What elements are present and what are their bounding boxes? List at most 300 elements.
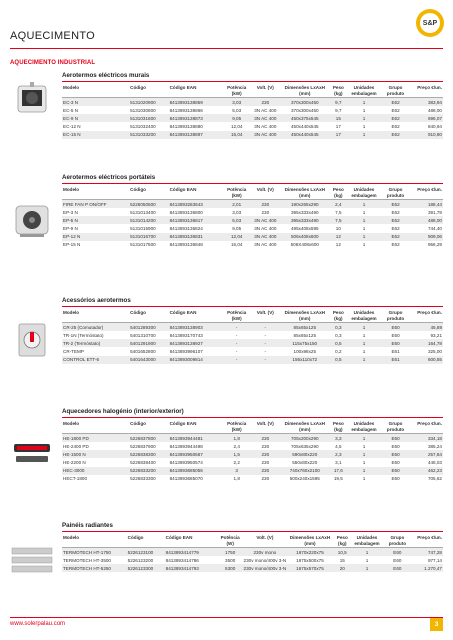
column-header: Modelo (63, 85, 80, 90)
table-cell: 3N AC 400 (254, 107, 277, 113)
table-cell: 8413893009814 (169, 357, 203, 363)
table-cell: 8413893685056 (169, 468, 203, 474)
table-header-row (62, 534, 443, 548)
table-row (62, 241, 443, 249)
table-cell: 334,18 (427, 435, 442, 441)
table-cell: 1 (362, 132, 366, 138)
column-header: Código EAN (169, 421, 197, 426)
table-cell: 0,3 (335, 324, 342, 330)
table-cell: 230 (261, 201, 270, 207)
table-cell: E62 (391, 132, 400, 138)
table-cell: 9,05 (232, 225, 242, 231)
table-cell: E60 (391, 451, 400, 457)
table-cell: 8413893414779 (165, 549, 199, 555)
column-header: Unidades embalagem (351, 421, 377, 432)
table-cell: 5226123100 (127, 549, 154, 555)
portable-heater-image-icon (10, 198, 54, 242)
product-divider (62, 306, 443, 307)
table-row (62, 98, 443, 107)
table-cell: 156x110x72 (292, 357, 318, 363)
table-cell: 1.270,47 (424, 565, 442, 571)
table-cell: 1 (362, 107, 366, 113)
table-cell: E61 (391, 357, 400, 363)
table-row (62, 216, 443, 224)
table-cell: E60 (391, 468, 400, 474)
table-cell: - (264, 357, 267, 363)
table-row (62, 131, 443, 139)
product-divider (62, 81, 443, 82)
table-cell: 5401310700 (130, 332, 156, 338)
table-cell: 8413893283643 (169, 201, 203, 207)
table-cell: 550x80x220 (292, 459, 318, 465)
table-cell: 488,00 (427, 107, 442, 113)
table-cell: 8413893136817 (169, 217, 203, 223)
table-cell: 740x760x2100 (289, 468, 320, 474)
table-row (62, 564, 443, 572)
table-cell: 370x300x450 (290, 107, 319, 113)
table-cell: 8413893950567 (169, 451, 203, 457)
table-cell: 395x333x490 (290, 209, 319, 215)
table-cell: E62 (391, 217, 400, 223)
table-cell: TR-1N (Termóstato) (63, 332, 104, 338)
table-cell: 5131032400 (130, 123, 156, 129)
table-cell: 4,5 (335, 443, 342, 449)
table-cell: EC-5 N (63, 107, 79, 113)
table-cell: 747,28 (427, 549, 442, 555)
table-cell: 17,6 (333, 468, 343, 474)
table-cell: E60 (393, 549, 402, 555)
table-row (62, 200, 443, 209)
table-cell: TERMOTECH HT-5250 (63, 565, 111, 571)
table-cell: 1 (362, 209, 366, 215)
table-cell: 15,04 (230, 132, 243, 138)
table-cell: 17 (335, 132, 341, 138)
table-cell: 5226838400 (130, 459, 156, 465)
page-title: AQUECIMENTO (10, 30, 95, 42)
table-cell: 495x408x595 (290, 225, 319, 231)
table-cell: 1 (362, 348, 366, 354)
table-cell: 9,05 (232, 115, 242, 121)
table-cell: TERMOTECH HT-3500 (63, 557, 111, 563)
table-cell: 8413893136824 (169, 225, 203, 231)
column-header: Potência (W) (220, 535, 240, 546)
product-title: Aquecedores halogénio (interior/exterior) (62, 408, 184, 415)
column-header: Modelo (63, 310, 80, 315)
table-header-row (62, 420, 443, 434)
table-cell: E62 (391, 107, 400, 113)
table-cell: 600,55 (427, 357, 442, 363)
table-cell: E62 (391, 225, 400, 231)
table-header-row (62, 309, 443, 323)
table-cell: 8413893136831 (169, 234, 203, 240)
table-row (62, 475, 443, 483)
table-cell: 12 (335, 234, 341, 240)
column-header: Código EAN (169, 187, 197, 192)
column-header: Grupo produto (386, 187, 405, 198)
table-cell: 1 (362, 242, 366, 248)
table-cell: E61 (391, 348, 400, 354)
table-cell: 0,5 (335, 340, 342, 346)
page-number: 3 (430, 618, 443, 631)
table-cell: 7,5 (335, 209, 342, 215)
table-cell: 1 (362, 225, 366, 231)
table-cell: 1 (365, 565, 369, 571)
column-header: Código EAN (165, 535, 193, 540)
footer-website-link[interactable]: www.solerpalau.com (10, 621, 66, 627)
table-cell: 1 (362, 201, 366, 207)
column-header: Grupo produto (386, 421, 405, 432)
table-cell: HE-1800 PD (63, 435, 89, 441)
table-cell: 5401652800 (130, 348, 156, 354)
table-cell: 15,04 (230, 242, 243, 248)
table-cell: 977,14 (427, 557, 442, 563)
table-cell: E62 (391, 201, 400, 207)
table-cell: 2,01 (232, 201, 242, 207)
table-cell: 12,04 (230, 123, 243, 129)
table-cell: 20 (339, 565, 345, 571)
table-cell: 705x200x290 (290, 435, 319, 441)
table-cell: 1 (362, 451, 366, 457)
table-cell: E60 (391, 332, 400, 338)
column-header: Código (130, 310, 146, 315)
table-cell: - (235, 357, 238, 363)
table-cell: E60 (391, 340, 400, 346)
table-cell: 8413893950574 (169, 459, 203, 465)
table-cell: TR-2 (Termóstato) (63, 340, 101, 346)
section-title: AQUECIMENTO INDUSTRIAL (10, 60, 96, 66)
table-row (62, 114, 443, 122)
table-cell: 8413893138897 (169, 132, 203, 138)
column-header: Dimensões LxAxH (mm) (289, 535, 331, 546)
table-cell: 9,7 (335, 99, 342, 105)
table-header-row (62, 84, 443, 98)
table-cell: EC-15 N (63, 132, 81, 138)
table-cell: E62 (391, 234, 400, 240)
table-cell: CONTROL ETT-6 (63, 357, 100, 363)
column-header: Unidades embalagem (354, 535, 380, 546)
column-header: Modelo (63, 535, 80, 540)
table-row (62, 442, 443, 450)
table-cell: HEC-3000 (63, 468, 85, 474)
table-cell: EP-3 N (63, 209, 78, 215)
column-header: Potência (kW) (227, 421, 247, 432)
table-cell: 5131017500 (130, 242, 156, 248)
table-cell: 230 (261, 435, 270, 441)
table-cell: - (264, 324, 267, 330)
table-cell: 840,94 (427, 123, 442, 129)
table-cell: 230 (261, 468, 270, 474)
table-cell: 450x375x545 (290, 115, 319, 121)
spec-table-portable-heaters (62, 186, 443, 249)
column-header: Potência (kW) (227, 187, 247, 198)
halogen-heater-image-icon (10, 428, 54, 472)
table-cell: 5,03 (232, 217, 242, 223)
table-cell: 12,04 (230, 234, 243, 240)
table-cell: 12 (335, 242, 341, 248)
table-cell: 705x635x290 (290, 443, 319, 449)
table-cell: - (235, 332, 238, 338)
table-cell: - (235, 348, 238, 354)
product-title: Acessórios aerotermos (62, 297, 131, 304)
table-cell: 0,5 (335, 357, 342, 363)
table-cell: 1 (362, 217, 366, 223)
table-cell: 85x65x125 (293, 324, 317, 330)
table-cell: 7,5 (335, 217, 342, 223)
column-header: Unidades embalagem (351, 310, 377, 321)
table-cell: 448,03 (427, 459, 442, 465)
table-cell: 8413893414793 (165, 565, 199, 571)
table-cell: 8413893414786 (165, 557, 199, 563)
header-divider (10, 48, 443, 49)
table-row (62, 458, 443, 466)
table-cell: E60 (391, 435, 400, 441)
column-header: Dimensões LxAxH (mm) (284, 187, 325, 198)
column-header: Código (130, 187, 146, 192)
table-cell: 230 (261, 443, 270, 449)
table-cell: EP-12 N (63, 234, 81, 240)
table-cell: 1750 (225, 549, 236, 555)
table-cell: 5401289300 (130, 324, 156, 330)
table-cell: 1 (362, 340, 366, 346)
column-header: Potência (kW) (227, 310, 247, 321)
column-header: Preço €/un. (417, 85, 442, 90)
table-cell: 5131031600 (130, 115, 156, 121)
table-row (62, 339, 443, 347)
table-cell: 696,07 (427, 115, 442, 121)
table-cell: 5131013400 (130, 209, 156, 215)
control-switch-image-icon (10, 318, 54, 362)
column-header: Código (127, 535, 144, 540)
table-cell: 5226837800 (130, 435, 156, 441)
table-cell: 506x408x600 (290, 234, 319, 240)
table-cell: 3 (235, 468, 238, 474)
table-cell: 115x75x150 (292, 340, 318, 346)
table-cell: 1675x570x75 (296, 565, 324, 571)
table-cell: 5300 (225, 565, 236, 571)
table-cell: HE-2200 N (63, 459, 86, 465)
column-header: Volt. (V) (256, 85, 274, 90)
table-cell: 462,23 (427, 468, 442, 474)
table-cell: 5226837900 (130, 443, 156, 449)
table-cell: 8413893138903 (169, 324, 203, 330)
table-cell: TERMOTECH HT-1750 (63, 549, 111, 555)
product-title: Painéis radiantes (62, 522, 113, 529)
column-header: Dimensões LxAxH (mm) (284, 85, 325, 96)
table-cell: 0,3 (335, 332, 342, 338)
column-header: Volt. (V) (256, 421, 274, 426)
table-cell: E62 (391, 99, 400, 105)
table-cell: 257,84 (427, 451, 442, 457)
table-cell: 10,5 (337, 549, 347, 555)
table-cell: E60 (391, 324, 400, 330)
table-cell: E62 (391, 242, 400, 248)
column-header: Dimensões LxAxH (mm) (284, 421, 325, 432)
table-cell: 3N AC 400 (254, 217, 277, 223)
column-header: Código EAN (169, 310, 197, 315)
table-cell: 8413893136800 (169, 209, 203, 215)
table-cell: 956,29 (427, 242, 442, 248)
table-cell: 909,06 (427, 234, 442, 240)
wall-heater-image-icon (10, 76, 54, 120)
table-cell: 8413893136848 (169, 242, 203, 248)
table-cell: 370x300x450 (290, 99, 319, 105)
table-cell: 9,7 (335, 107, 342, 113)
table-cell: 395x333x490 (290, 217, 319, 223)
table-cell: 3,03 (232, 209, 242, 215)
product-divider (62, 417, 443, 418)
table-cell: 15 (335, 115, 341, 121)
table-row (62, 347, 443, 355)
table-cell: E60 (393, 565, 402, 571)
table-cell: 93,21 (430, 332, 442, 338)
table-cell: 590x80x220 (292, 451, 318, 457)
table-cell: 8413893944481 (169, 435, 203, 441)
table-cell: - (235, 340, 238, 346)
table-cell: 2,3 (335, 451, 342, 457)
table-cell: 1,5 (233, 451, 240, 457)
table-cell: 8413893996107 (169, 348, 203, 354)
table-cell: 5226833200 (130, 468, 156, 474)
column-header: Peso (kg) (332, 187, 344, 198)
table-row (62, 450, 443, 458)
column-header: Preço €/un. (417, 535, 442, 540)
column-header: Preço €/un. (417, 310, 442, 315)
table-cell: EP-15 N (63, 242, 81, 248)
table-cell: 3N AC 400 (254, 132, 277, 138)
table-cell: 230 (261, 209, 270, 215)
spec-table-halogen-heaters (62, 420, 443, 483)
table-cell: 2,2 (233, 459, 240, 465)
table-cell: - (264, 332, 267, 338)
table-row (62, 467, 443, 475)
table-cell: 506X408x600 (290, 242, 319, 248)
table-cell: 5131020900 (130, 99, 156, 105)
table-cell: 3N AC 400 (254, 242, 277, 248)
column-header: Peso (kg) (336, 535, 348, 546)
table-cell: EC-9 N (63, 115, 79, 121)
column-header: Grupo produto (388, 535, 407, 546)
column-header: Código (130, 421, 146, 426)
table-row (62, 323, 443, 332)
table-cell: 1 (362, 443, 366, 449)
table-cell: CR-25 (Comutador) (63, 324, 104, 330)
table-cell: 5226838300 (130, 451, 156, 457)
table-cell: 1670x220x75 (296, 549, 324, 555)
table-cell: E60 (391, 459, 400, 465)
table-row (62, 208, 443, 216)
table-cell: 450x440x545 (290, 132, 319, 138)
table-cell: 1 (365, 549, 369, 555)
column-header: Preço €/un. (417, 187, 442, 192)
table-cell: 8413893138880 (169, 123, 203, 129)
column-header: Grupo produto (386, 85, 405, 96)
table-cell: HE-2400 PD (63, 443, 89, 449)
table-cell: 8413893170743 (169, 332, 203, 338)
table-cell: - (264, 340, 267, 346)
column-header: Código EAN (169, 85, 197, 90)
table-cell: 1 (362, 324, 366, 330)
table-cell: 488,00 (427, 217, 442, 223)
table-cell: FIRE FAN P ON/OFF (63, 201, 107, 207)
table-cell: 5131015900 (130, 225, 156, 231)
table-cell: E60 (391, 476, 400, 482)
table-cell: 1 (362, 357, 366, 363)
table-cell: 3,3 (335, 435, 342, 441)
column-header: Preço €/un. (417, 421, 442, 426)
table-cell: 8413893138859 (169, 99, 203, 105)
table-cell: - (264, 348, 267, 354)
table-cell: 1 (362, 468, 366, 474)
column-header: Dimensões LxAxH (mm) (284, 310, 325, 321)
table-cell: 2,4 (233, 443, 240, 449)
table-row (62, 548, 443, 557)
table-row (62, 434, 443, 443)
table-cell: 85x65x125 (293, 332, 317, 338)
table-cell: 230 (261, 459, 270, 465)
table-cell: 3N AC 400 (254, 115, 277, 121)
column-header: Potência (kW) (227, 85, 247, 96)
table-cell: 3N AC 400 (254, 123, 277, 129)
spec-table-radiant-panels (62, 534, 443, 572)
table-cell: 2,4 (335, 201, 342, 207)
column-header: Volt. (V) (256, 187, 274, 192)
column-header: Peso (kg) (332, 85, 344, 96)
table-cell: 1 (365, 557, 369, 563)
table-row (62, 331, 443, 339)
table-cell: CR-TEMP (63, 348, 84, 354)
table-cell: E62 (391, 123, 400, 129)
table-row (62, 106, 443, 114)
table-cell: 5226123300 (127, 565, 154, 571)
table-header-row (62, 186, 443, 200)
table-cell: EP-5 N (63, 217, 78, 223)
column-header: Unidades embalagem (351, 187, 377, 198)
column-header: Volt. (V) (256, 535, 274, 540)
page-header (0, 0, 453, 52)
product-title: Aerotermos eléctricos portáteis (62, 174, 156, 181)
table-cell: 1 (362, 459, 366, 465)
table-cell: 8413893138866 (169, 107, 203, 113)
table-cell: 15 (339, 557, 345, 563)
table-cell: E62 (391, 115, 400, 121)
table-cell: 1,8 (233, 476, 240, 482)
table-cell: 8413893685070 (169, 476, 203, 482)
table-row (62, 356, 443, 364)
table-cell: 5131014200 (130, 217, 156, 223)
table-cell: 188,44 (427, 201, 442, 207)
product-divider (62, 183, 443, 184)
table-cell: 5226123200 (127, 557, 154, 563)
table-cell: HE-1500 N (63, 451, 86, 457)
radiant-panel-image-icon (10, 538, 54, 582)
table-cell: - (235, 324, 238, 330)
table-cell: 1 (362, 234, 366, 240)
column-header: Peso (kg) (332, 421, 344, 432)
table-cell: 3,03 (232, 99, 242, 105)
table-cell: 5,03 (232, 107, 242, 113)
table-cell: EC-12 N (63, 123, 81, 129)
table-cell: 0,2 (335, 348, 342, 354)
table-cell: E60 (391, 443, 400, 449)
spec-table-accessories (62, 309, 443, 364)
table-cell: 1,8 (233, 435, 240, 441)
table-cell: 1 (362, 123, 366, 129)
table-cell: 8413893944498 (169, 443, 203, 449)
table-cell: 230 (261, 451, 270, 457)
column-header: Peso (kg) (332, 310, 344, 321)
table-row (62, 224, 443, 232)
spec-table-wall-heaters (62, 84, 443, 139)
